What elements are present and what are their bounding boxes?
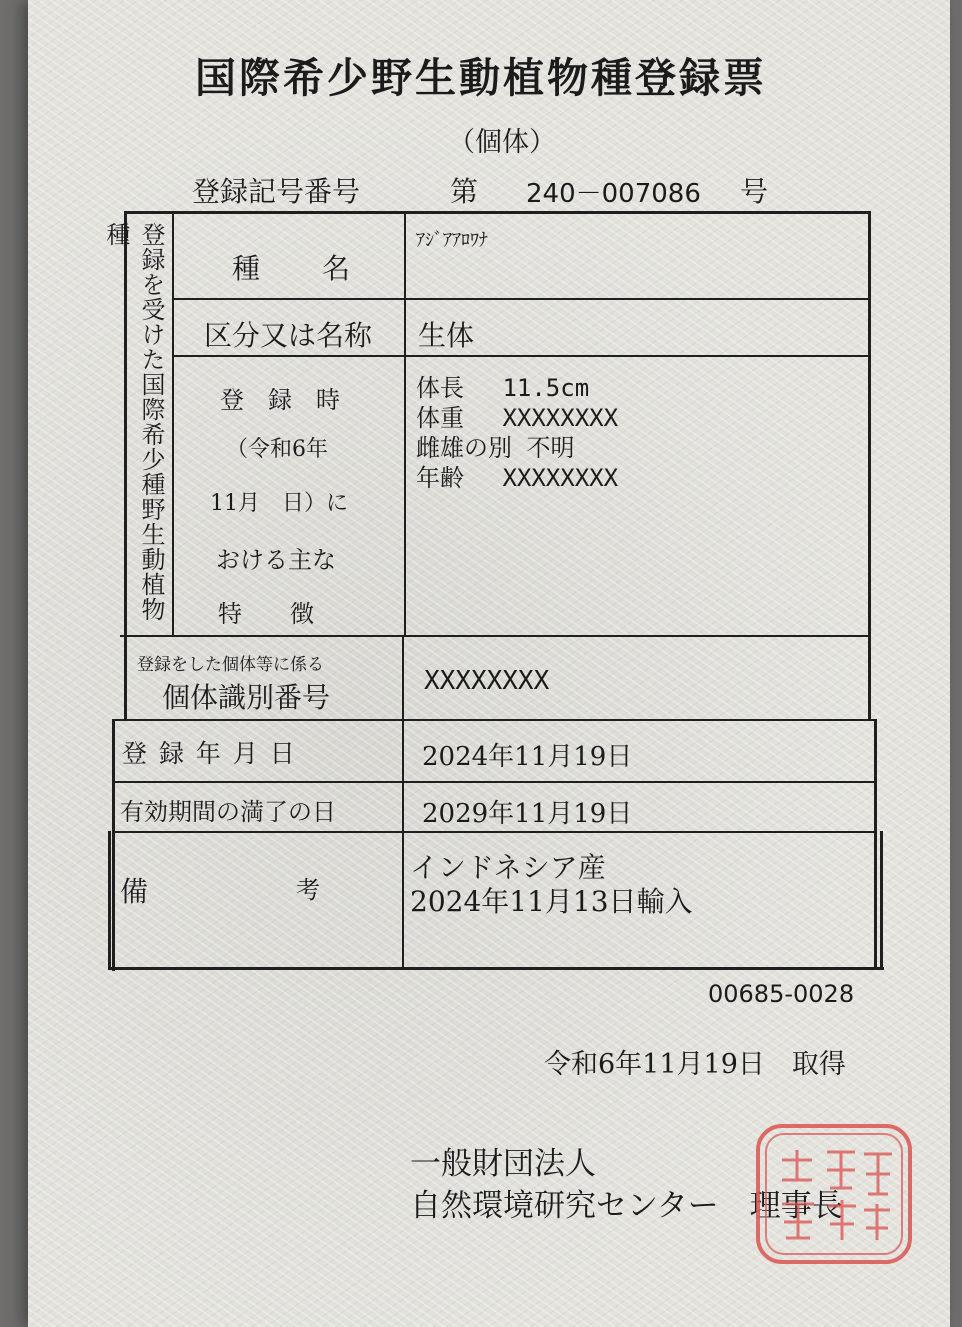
document-subtitle: （個体）	[448, 127, 556, 158]
species-name-value: ｱｼﾞｱｱﾛﾜﾅ	[416, 230, 488, 251]
id-number-label-small: 登録をした個体等に係る	[137, 655, 324, 675]
registration-number-suffix: 号	[740, 175, 769, 208]
id-number-value: XXXXXXXX	[424, 666, 550, 696]
features-label-line: 11月 日）に	[210, 491, 348, 516]
feature-sex: 雌雄の別 不明	[416, 434, 575, 462]
registration-date-value: 2024年11月19日	[422, 742, 633, 772]
remarks-origin: インドネシア産	[410, 851, 606, 884]
remarks-import-date: 2024年11月13日輸入	[410, 885, 693, 918]
expiry-date-label: 有効期間の満了の日	[120, 798, 336, 826]
official-seal-icon	[752, 1120, 917, 1268]
features-label-line: （令和6年	[226, 437, 328, 462]
issuer-name: 自然環境研究センター 理事長	[410, 1188, 843, 1224]
id-number-label: 個体識別番号	[162, 681, 331, 714]
category-label: 区分又は名称	[204, 319, 373, 352]
expiry-date-value: 2029年11月19日	[422, 799, 633, 829]
features-label-line: おける主な	[216, 546, 336, 574]
registration-date-label: 登 録 年 月 日	[122, 739, 297, 768]
acquisition-date: 令和6年11月19日 取得	[544, 1049, 846, 1080]
features-label-line: 登 録 時	[220, 386, 340, 414]
species-name-label: 種 名	[232, 252, 353, 285]
registration-number-prefix: 第	[450, 175, 479, 208]
issuer-organization-type: 一般財団法人	[410, 1146, 596, 1182]
feature-body-weight: 体重 XXXXXXXX	[416, 404, 619, 432]
serial-number: 00685-0028	[708, 980, 855, 1008]
features-label-line: 特 徴	[218, 600, 314, 628]
remarks-label-right: 考	[296, 876, 320, 904]
document-title: 国際希少野生動植物種登録票	[195, 54, 767, 102]
remarks-label-left: 備	[120, 875, 149, 908]
registration-number-label: 登録記号番号	[192, 175, 361, 208]
side-vertical-label: 登録を受けた国際希少種野生動植物種	[102, 222, 165, 622]
feature-age: 年齢 XXXXXXXX	[416, 464, 619, 492]
registration-number: 240－007086	[526, 179, 701, 209]
category-value: 生体	[418, 319, 475, 352]
feature-body-length: 体長 11.5cm	[416, 374, 590, 402]
